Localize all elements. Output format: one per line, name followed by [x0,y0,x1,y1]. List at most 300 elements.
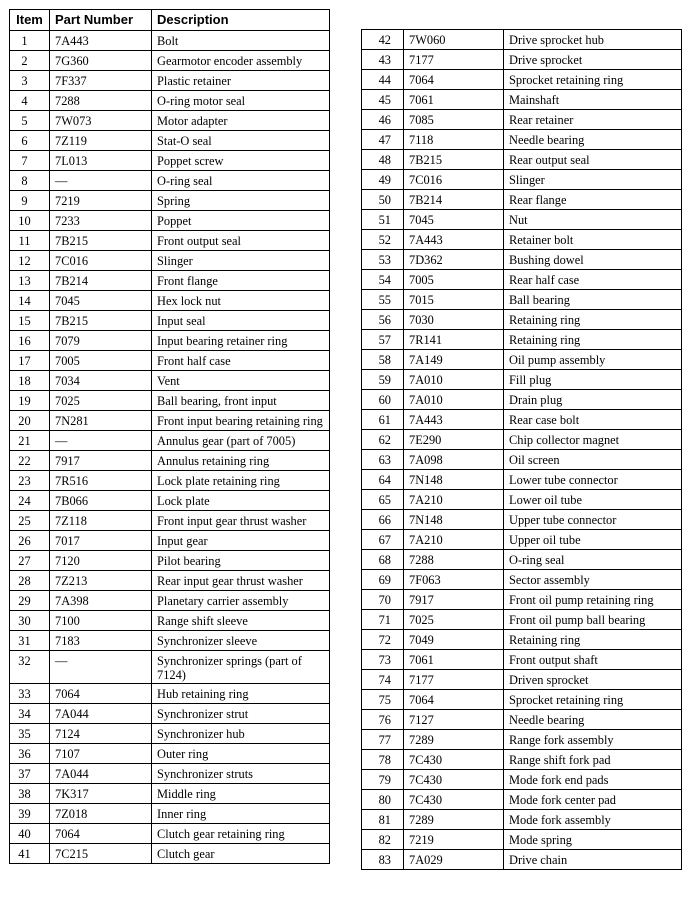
description-cell: Driven sprocket [504,670,682,690]
item-cell: 24 [10,491,50,511]
description-cell: Annulus retaining ring [152,451,330,471]
description-cell: Upper tube connector [504,510,682,530]
part-number-cell: 7A044 [50,764,152,784]
description-cell: Front output shaft [504,650,682,670]
description-cell: Upper oil tube [504,530,682,550]
table-row [10,844,330,864]
item-cell: 78 [362,750,404,770]
part-number-cell: 7120 [50,551,152,571]
table-row [10,171,330,191]
description-cell: O-ring seal [152,171,330,191]
table-row [10,431,330,451]
table-row [10,591,330,611]
description-cell: Front oil pump ball bearing [504,610,682,630]
table-row [10,311,330,331]
item-cell: 45 [362,90,404,110]
item-cell: 34 [10,704,50,724]
item-cell: 37 [10,764,50,784]
item-cell: 47 [362,130,404,150]
item-cell: 23 [10,471,50,491]
description-cell: Pilot bearing [152,551,330,571]
description-cell: Lock plate [152,491,330,511]
item-cell: 80 [362,790,404,810]
description-cell: Hub retaining ring [152,684,330,704]
table-row [362,570,682,590]
item-cell: 7 [10,151,50,171]
description-cell: Plastic retainer [152,71,330,91]
table-row [362,630,682,650]
item-cell: 75 [362,690,404,710]
item-cell: 77 [362,730,404,750]
description-cell: Front input gear thrust washer [152,511,330,531]
item-cell: 46 [362,110,404,130]
description-cell: Rear retainer [504,110,682,130]
table-row [10,804,330,824]
item-cell: 48 [362,150,404,170]
table-row [10,651,330,684]
table-row [10,91,330,111]
part-number-cell: 7B215 [50,311,152,331]
part-number-cell: 7Z213 [50,571,152,591]
description-cell: Synchronizer springs (part of 7124) [152,651,330,684]
part-number-cell: 7B215 [404,150,504,170]
item-cell: 65 [362,490,404,510]
description-cell: Poppet screw [152,151,330,171]
description-cell: Stat-O seal [152,131,330,151]
description-cell: Range shift fork pad [504,750,682,770]
table-row [10,331,330,351]
table-row [10,251,330,271]
description-cell: Needle bearing [504,710,682,730]
table-row [362,810,682,830]
description-cell: Chip collector magnet [504,430,682,450]
item-cell: 32 [10,651,50,684]
item-cell: 64 [362,470,404,490]
table-row [10,411,330,431]
item-cell: 2 [10,51,50,71]
part-number-cell: 7C016 [50,251,152,271]
item-cell: 68 [362,550,404,570]
table-row [362,750,682,770]
table-row [362,450,682,470]
part-number-cell: 7005 [404,270,504,290]
part-number-cell: 7N148 [404,510,504,530]
part-number-cell: 7045 [50,291,152,311]
part-number-cell: 7124 [50,724,152,744]
part-number-cell: 7289 [404,730,504,750]
table-row [10,784,330,804]
description-cell: O-ring seal [504,550,682,570]
description-cell: Sprocket retaining ring [504,70,682,90]
table-row [10,231,330,251]
part-number-cell: 7219 [50,191,152,211]
table-row [362,350,682,370]
part-number-cell: 7Z018 [50,804,152,824]
table-row [362,730,682,750]
part-number-cell: 7233 [50,211,152,231]
table-row [10,71,330,91]
part-number-cell: 7E290 [404,430,504,450]
description-cell: Spring [152,191,330,211]
item-cell: 55 [362,290,404,310]
description-cell: Drain plug [504,390,682,410]
item-cell: 3 [10,71,50,91]
part-number-cell: 7A210 [404,530,504,550]
table-row [362,50,682,70]
item-cell: 36 [10,744,50,764]
item-cell: 49 [362,170,404,190]
item-cell: 29 [10,591,50,611]
part-number-cell: 7K317 [50,784,152,804]
item-cell: 67 [362,530,404,550]
part-number-cell: 7A443 [404,410,504,430]
part-number-cell: — [50,651,152,684]
table-row [362,610,682,630]
part-number-cell: 7064 [50,824,152,844]
description-cell: Rear flange [504,190,682,210]
table-row [10,211,330,231]
item-cell: 44 [362,70,404,90]
item-cell: 16 [10,331,50,351]
description-cell: Synchronizer sleeve [152,631,330,651]
part-number-cell: 7B066 [50,491,152,511]
item-cell: 31 [10,631,50,651]
description-cell: Inner ring [152,804,330,824]
item-cell: 72 [362,630,404,650]
item-cell: 38 [10,784,50,804]
part-number-cell: 7064 [404,70,504,90]
item-cell: 63 [362,450,404,470]
part-number-cell: 7A010 [404,370,504,390]
item-cell: 30 [10,611,50,631]
table-row [362,270,682,290]
part-number-cell: 7A029 [404,850,504,870]
table-row [10,764,330,784]
description-cell: Range shift sleeve [152,611,330,631]
table-row [362,330,682,350]
description-cell: Annulus gear (part of 7005) [152,431,330,451]
description-cell: Range fork assembly [504,730,682,750]
item-cell: 74 [362,670,404,690]
table-row [362,150,682,170]
part-number-cell: 7289 [404,810,504,830]
description-cell: Synchronizer hub [152,724,330,744]
table-row [10,371,330,391]
part-number-cell: 7B214 [404,190,504,210]
part-number-cell: 7061 [404,650,504,670]
part-number-cell: 7034 [50,371,152,391]
description-cell: Lower tube connector [504,470,682,490]
table-row [362,370,682,390]
description-cell: Input gear [152,531,330,551]
table-row [10,471,330,491]
item-cell: 82 [362,830,404,850]
part-number-cell: 7N281 [50,411,152,431]
table-row [10,31,330,51]
description-cell: Oil pump assembly [504,350,682,370]
part-number-cell: 7C016 [404,170,504,190]
part-number-cell: 7B214 [50,271,152,291]
item-cell: 62 [362,430,404,450]
table-row [362,170,682,190]
description-cell: Mode fork end pads [504,770,682,790]
table-row [362,790,682,810]
table-row [362,690,682,710]
part-number-cell: 7Z118 [50,511,152,531]
description-cell: Rear case bolt [504,410,682,430]
part-number-cell: 7A010 [404,390,504,410]
description-cell: Needle bearing [504,130,682,150]
item-cell: 4 [10,91,50,111]
table-row [10,291,330,311]
item-cell: 70 [362,590,404,610]
table-row [10,451,330,471]
item-cell: 25 [10,511,50,531]
table-row [362,210,682,230]
table-row [10,191,330,211]
description-cell: Oil screen [504,450,682,470]
description-cell: Drive sprocket hub [504,30,682,50]
part-number-cell: 7W073 [50,111,152,131]
part-number-cell: 7Z119 [50,131,152,151]
description-cell: Motor adapter [152,111,330,131]
table-row [362,490,682,510]
part-number-cell: 7219 [404,830,504,850]
description-cell: Ball bearing, front input [152,391,330,411]
description-cell: Bolt [152,31,330,51]
table-row [10,351,330,371]
item-cell: 66 [362,510,404,530]
part-number-cell: 7005 [50,351,152,371]
description-cell: Retainer bolt [504,230,682,250]
description-cell: Front flange [152,271,330,291]
table-row [10,491,330,511]
table-row [10,111,330,131]
part-number-cell: 7049 [404,630,504,650]
table-row [362,290,682,310]
description-cell: Synchronizer strut [152,704,330,724]
item-cell: 14 [10,291,50,311]
table-row [362,190,682,210]
item-cell: 57 [362,330,404,350]
description-cell: Retaining ring [504,630,682,650]
table-row [10,391,330,411]
description-cell: Front oil pump retaining ring [504,590,682,610]
item-cell: 79 [362,770,404,790]
part-number-cell: 7177 [404,50,504,70]
item-cell: 35 [10,724,50,744]
item-cell: 56 [362,310,404,330]
item-cell: 42 [362,30,404,50]
item-cell: 12 [10,251,50,271]
part-number-cell: 7127 [404,710,504,730]
part-number-cell: 7183 [50,631,152,651]
table-row [10,131,330,151]
description-cell: Sector assembly [504,570,682,590]
description-cell: Slinger [152,251,330,271]
part-number-cell: 7045 [404,210,504,230]
description-cell: Planetary carrier assembly [152,591,330,611]
part-number-cell: 7118 [404,130,504,150]
item-cell: 61 [362,410,404,430]
item-cell: 26 [10,531,50,551]
table-row [362,250,682,270]
part-number-cell: 7F337 [50,71,152,91]
table-row [362,110,682,130]
item-cell: 18 [10,371,50,391]
table-row [10,704,330,724]
parts-table-left [9,9,330,864]
item-cell: 43 [362,50,404,70]
table-row [10,271,330,291]
part-number-cell: 7R141 [404,330,504,350]
part-number-cell: 7A044 [50,704,152,724]
table-row [362,550,682,570]
part-number-cell: 7025 [404,610,504,630]
part-number-cell: 7107 [50,744,152,764]
description-cell: Clutch gear [152,844,330,864]
part-number-cell: 7F063 [404,570,504,590]
part-number-cell: 7064 [404,690,504,710]
part-number-cell: 7B215 [50,231,152,251]
part-number-cell: 7C430 [404,750,504,770]
description-cell: Clutch gear retaining ring [152,824,330,844]
table-row [10,151,330,171]
table-row [362,670,682,690]
description-cell: Slinger [504,170,682,190]
description-cell: Lower oil tube [504,490,682,510]
part-number-cell: 7A398 [50,591,152,611]
item-cell: 20 [10,411,50,431]
item-cell: 60 [362,390,404,410]
item-cell: 58 [362,350,404,370]
item-cell: 83 [362,850,404,870]
part-number-cell: 7N148 [404,470,504,490]
table-row [362,770,682,790]
description-cell: Fill plug [504,370,682,390]
item-cell: 51 [362,210,404,230]
description-cell: Rear input gear thrust washer [152,571,330,591]
part-number-cell: 7L013 [50,151,152,171]
description-cell: Input seal [152,311,330,331]
part-number-cell: 7015 [404,290,504,310]
table-row [362,90,682,110]
item-cell: 1 [10,31,50,51]
table-row [10,571,330,591]
description-cell: Front input bearing retaining ring [152,411,330,431]
table-row [362,430,682,450]
item-cell: 8 [10,171,50,191]
description-cell: Hex lock nut [152,291,330,311]
header-item: Item [10,10,50,31]
part-number-cell: 7A210 [404,490,504,510]
part-number-cell: 7R516 [50,471,152,491]
description-cell: Front half case [152,351,330,371]
item-cell: 39 [10,804,50,824]
table-row [10,531,330,551]
item-cell: 73 [362,650,404,670]
table-row [10,51,330,71]
description-cell: Sprocket retaining ring [504,690,682,710]
description-cell: Mode fork assembly [504,810,682,830]
part-number-cell: — [50,171,152,191]
item-cell: 19 [10,391,50,411]
table-row [362,30,682,50]
part-number-cell: 7G360 [50,51,152,71]
description-cell: Retaining ring [504,330,682,350]
part-number-cell: 7C215 [50,844,152,864]
description-cell: Middle ring [152,784,330,804]
table-row [362,390,682,410]
table-row [362,590,682,610]
table-row [10,611,330,631]
description-cell: Ball bearing [504,290,682,310]
part-number-cell: 7017 [50,531,152,551]
header-description: Description [152,10,330,31]
part-number-cell: — [50,431,152,451]
table-row [362,530,682,550]
part-number-cell: 7A443 [404,230,504,250]
item-cell: 33 [10,684,50,704]
part-number-cell: 7177 [404,670,504,690]
table-row [362,70,682,90]
part-number-cell: 7D362 [404,250,504,270]
item-cell: 71 [362,610,404,630]
item-cell: 40 [10,824,50,844]
table-row [362,470,682,490]
table-row [10,724,330,744]
item-cell: 15 [10,311,50,331]
part-number-cell: 7288 [404,550,504,570]
table-row [362,650,682,670]
part-number-cell: 7W060 [404,30,504,50]
table-row [10,551,330,571]
header-row [10,10,330,31]
part-number-cell: 7C430 [404,770,504,790]
item-cell: 27 [10,551,50,571]
part-number-cell: 7079 [50,331,152,351]
description-cell: Rear output seal [504,150,682,170]
item-cell: 76 [362,710,404,730]
part-number-cell: 7A149 [404,350,504,370]
item-cell: 81 [362,810,404,830]
item-cell: 59 [362,370,404,390]
description-cell: O-ring motor seal [152,91,330,111]
part-number-cell: 7100 [50,611,152,631]
description-cell: Nut [504,210,682,230]
header-part-number: Part Number [50,10,152,31]
part-number-cell: 7288 [50,91,152,111]
description-cell: Retaining ring [504,310,682,330]
table-row [10,824,330,844]
table-row [362,850,682,870]
part-number-cell: 7025 [50,391,152,411]
part-number-cell: 7061 [404,90,504,110]
table-row [10,744,330,764]
part-number-cell: 7A443 [50,31,152,51]
item-cell: 11 [10,231,50,251]
item-cell: 52 [362,230,404,250]
table-row [362,830,682,850]
table-row [362,410,682,430]
item-cell: 21 [10,431,50,451]
description-cell: Front output seal [152,231,330,251]
description-cell: Bushing dowel [504,250,682,270]
table-row [362,130,682,150]
item-cell: 17 [10,351,50,371]
table-row [10,631,330,651]
item-cell: 53 [362,250,404,270]
